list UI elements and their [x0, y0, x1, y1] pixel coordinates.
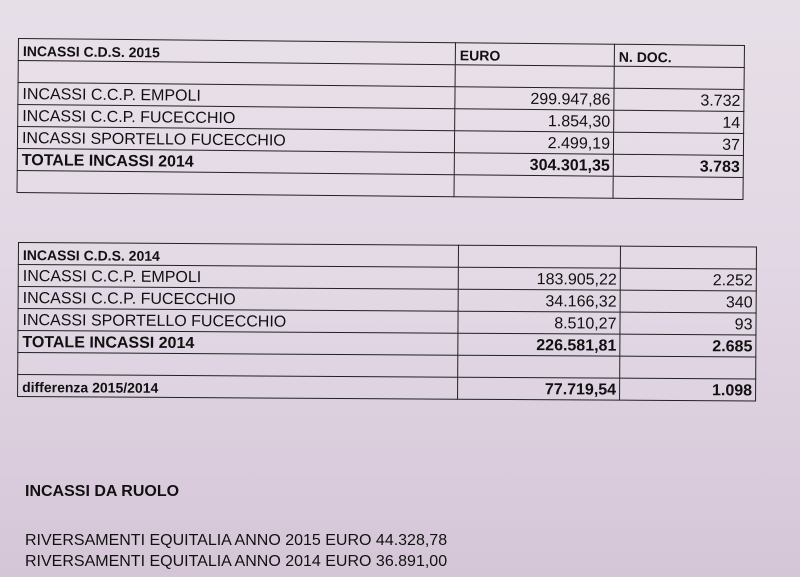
row-doc-value: 2.252 [620, 268, 756, 291]
empty-cell [458, 355, 620, 378]
row-euro-value: 183.905,22 [458, 267, 620, 290]
row-euro-value: 34.166,32 [458, 289, 620, 312]
empty-cell [613, 176, 743, 199]
row-doc-value: 93 [620, 312, 756, 335]
row-label: INCASSI C.C.P. FUCECCHIO [18, 287, 458, 312]
doc-column-header: N. DOC. [614, 44, 744, 67]
empty-cell [620, 356, 756, 379]
table-title: INCASSI C.D.S. 2014 [18, 243, 458, 268]
empty-cell [454, 175, 613, 199]
total-euro-value: 304.301,35 [454, 153, 613, 177]
row-label: INCASSI C.C.P. EMPOLI [18, 265, 458, 290]
row-euro-value: 2.499,19 [454, 131, 613, 155]
equitalia-2014-line: RIVERSAMENTI EQUITALIA ANNO 2014 EURO 36.891,00 [25, 553, 448, 570]
total-doc-value: 2.685 [620, 334, 756, 357]
row-doc-value: 340 [620, 290, 756, 313]
difference-euro-value: 77.719,54 [458, 377, 620, 400]
empty-cell [614, 66, 744, 89]
incassi-2015-table [17, 38, 745, 200]
row-euro-value: 299.947,86 [455, 87, 614, 111]
difference-label: differenza 2015/2014 [18, 375, 458, 400]
table-title: INCASSI C.D.S. 2015 [18, 39, 455, 65]
empty-cell [18, 353, 458, 378]
empty-cell [17, 170, 454, 196]
row-label: INCASSI SPORTELLO FUCECCHIO [18, 309, 458, 334]
difference-row [18, 375, 756, 402]
empty-cell [455, 65, 614, 89]
difference-doc-value: 1.098 [620, 378, 756, 401]
incassi-2014-table [17, 242, 757, 402]
total-doc-value: 3.783 [613, 154, 743, 177]
row-label: INCASSI C.C.P. EMPOLI [18, 83, 455, 109]
empty-cell [620, 246, 756, 269]
total-label: TOTALE INCASSI 2014 [18, 331, 458, 356]
row-label: INCASSI SPORTELLO FUCECCHIO [17, 127, 454, 153]
row-doc-value: 3.732 [614, 88, 744, 111]
row-doc-value: 14 [614, 110, 744, 133]
row-doc-value: 37 [613, 132, 743, 155]
euro-column-header: EURO [455, 43, 614, 67]
total-euro-value: 226.581,81 [458, 333, 620, 356]
ruolo-section-title: INCASSI DA RUOLO [25, 483, 180, 500]
equitalia-2015-line: RIVERSAMENTI EQUITALIA ANNO 2015 EURO 44.328,78 [25, 532, 448, 549]
empty-cell [458, 245, 620, 268]
total-label: TOTALE INCASSI 2014 [17, 148, 454, 174]
row-euro-value: 8.510,27 [458, 311, 620, 334]
row-euro-value: 1.854,30 [455, 109, 614, 133]
row-label: INCASSI C.C.P. FUCECCHIO [18, 105, 455, 131]
